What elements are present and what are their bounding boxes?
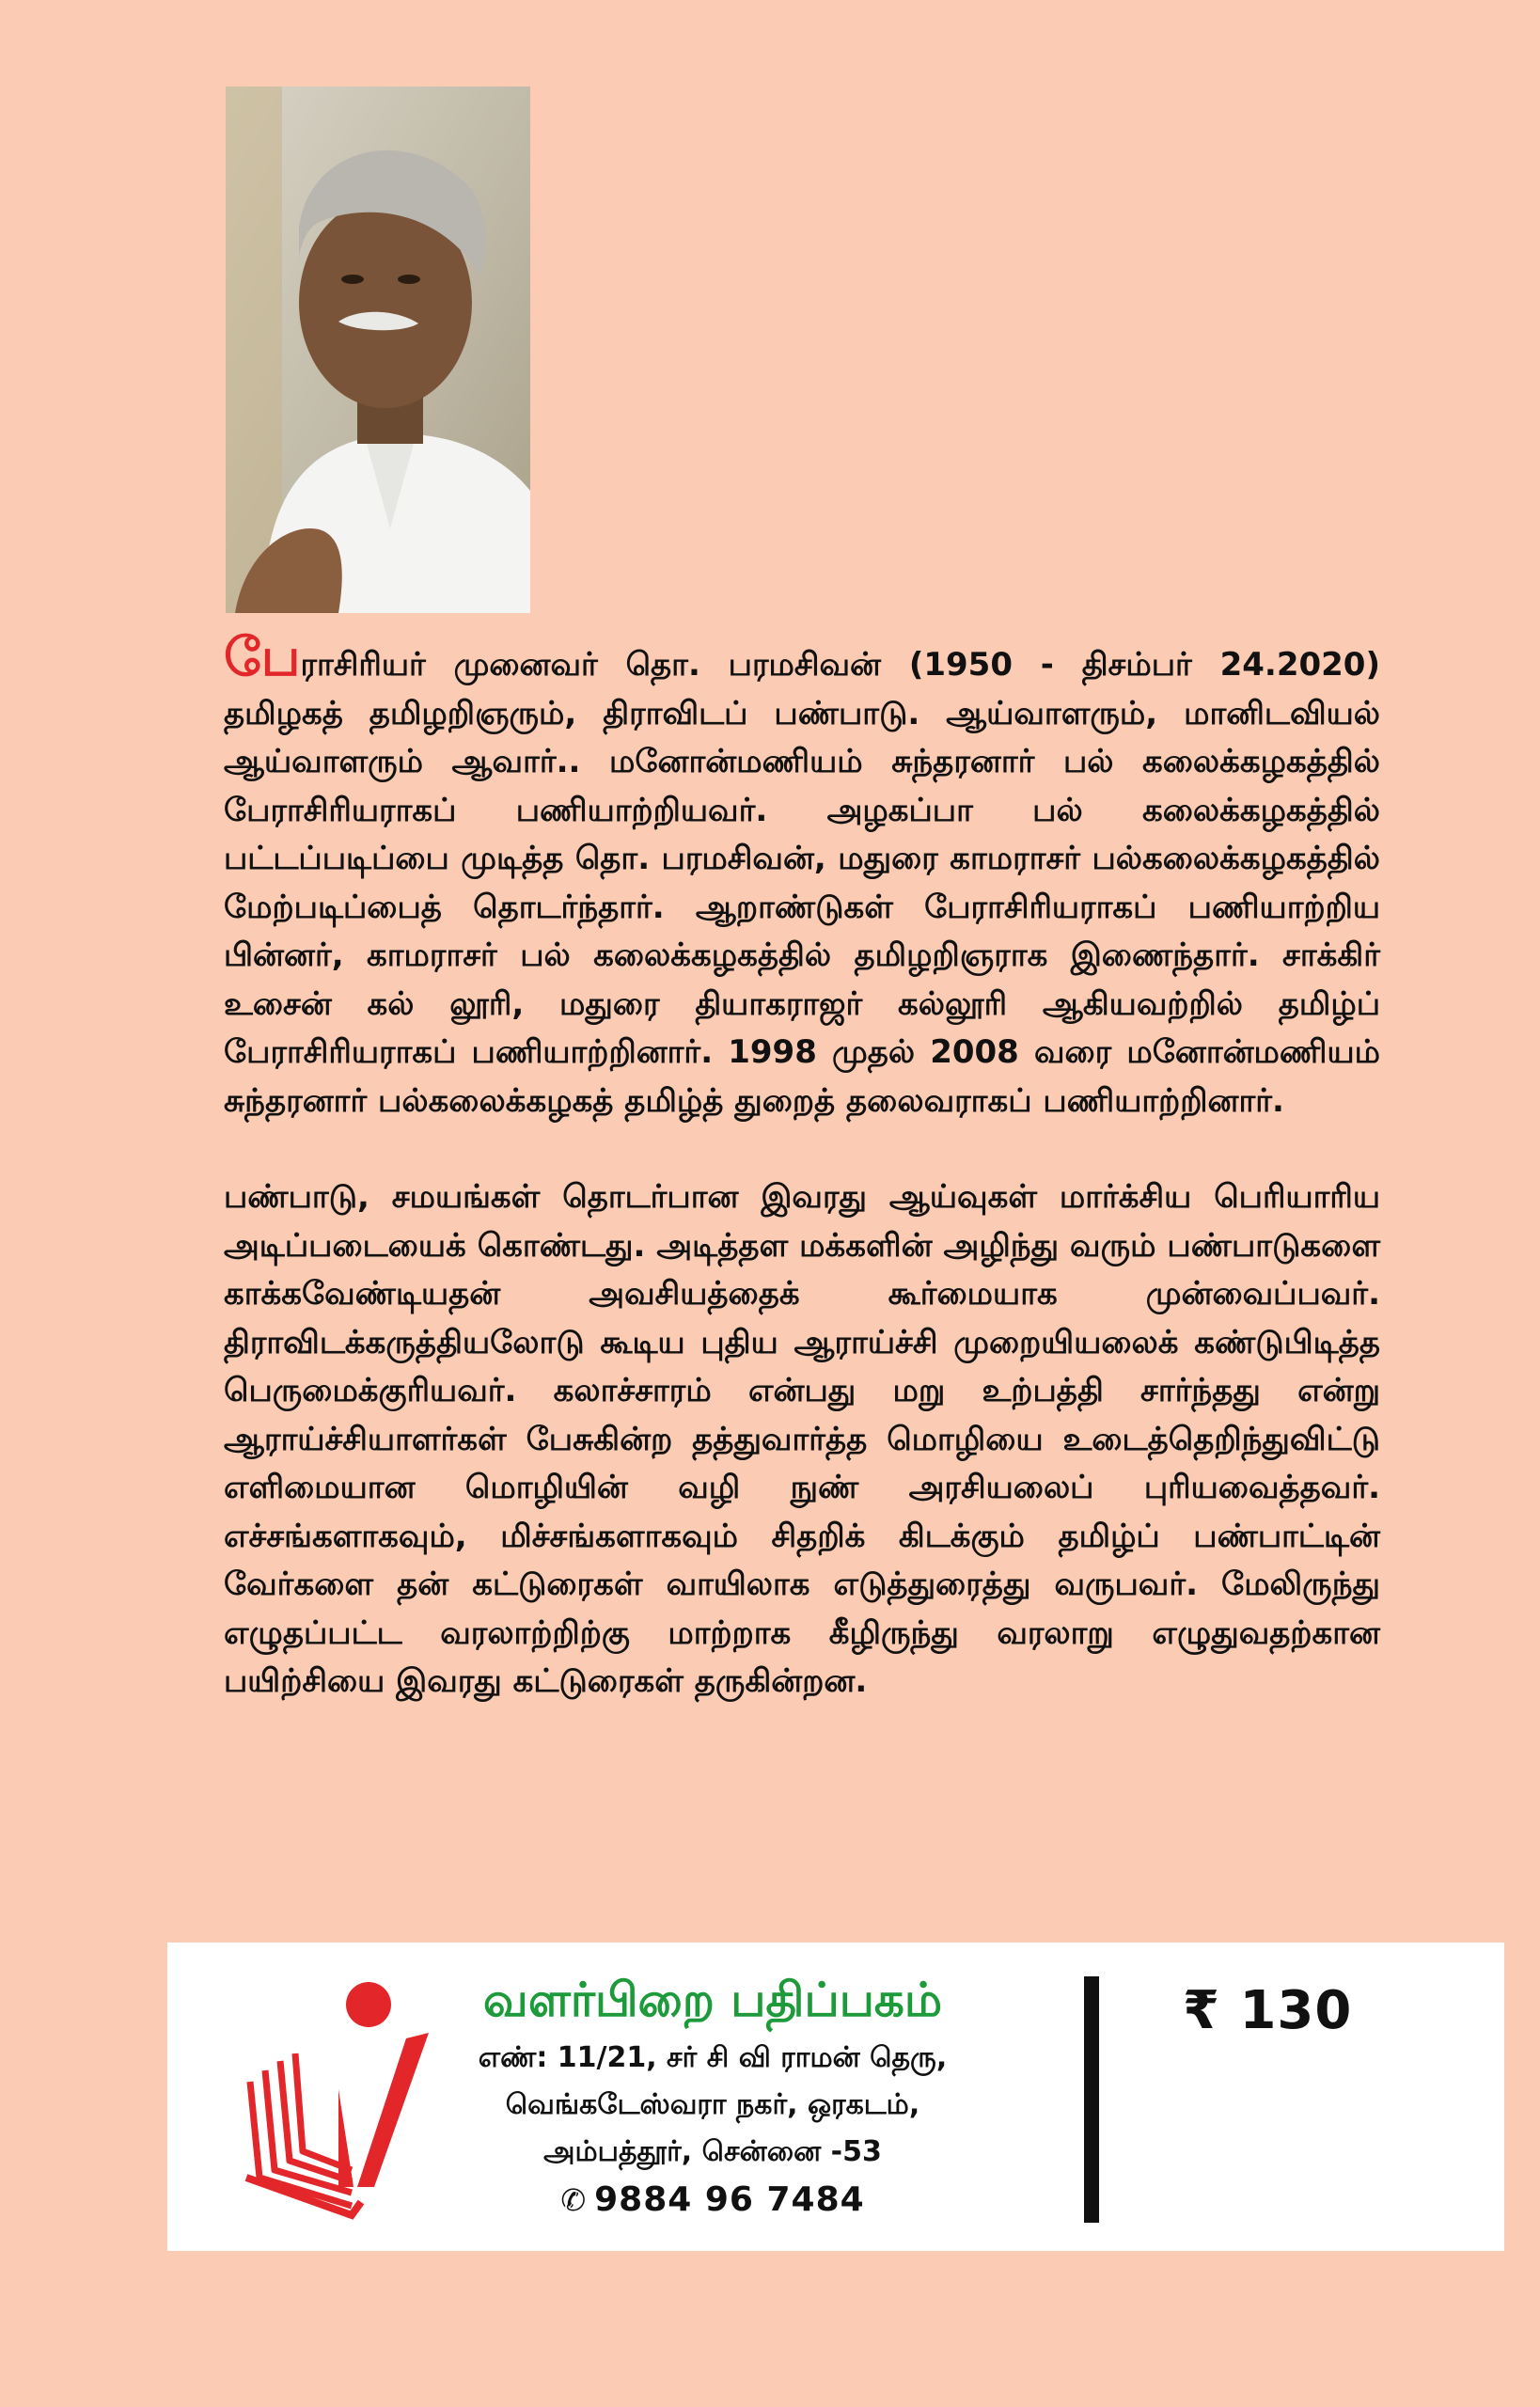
publisher-address-line-1: எண்: 11/21, சர் சி வி ராமன் தெரு,	[478, 2041, 948, 2074]
publisher-phone	[449, 2176, 976, 2225]
author-biography	[224, 627, 1380, 1707]
author-portrait-image	[226, 87, 530, 613]
phone-icon: ✆	[560, 2182, 588, 2218]
publisher-footer	[167, 1943, 1504, 2251]
publisher-address-line-3: அம்பத்தூர், சென்னை -53	[543, 2135, 882, 2168]
publisher-logo-icon	[241, 1976, 429, 2223]
book-price: ₹ 130	[1183, 1980, 1353, 2041]
bio-paragraph-1	[224, 627, 1380, 1125]
bio-paragraph-2: பண்பாடு, சமயங்கள் தொடர்பான இவரது ஆய்வுகள் மார்க்சிய பெரியாரிய அடிப்படையைக் கொண்டது. அடித்தள மக்களின் அழிந்து வரும் பண்பாடுகளை காக்கவேண்டியதன் அவசியத்தைக் கூர்மையாக முன்வைப்பவர். திராவிடக்கருத்தியலோடு கூடிய புதிய ஆராய்ச்சி முறையியலைக் கண்டுபிடித்த பெருமைக்குரியவர். கலாச்சாரம் என்பது மறு உற்பத்தி சார்ந்தது என்று ஆராய்ச்சியாளர்கள் பேசுகின்ற தத்துவார்த்த மொழியை உடைத்தெறிந்துவிட்டு எளிமையான மொழியின் வழி நுண் அரசியலைப் புரியவைத்தவர். எச்சங்களாகவும், மிச்சங்களாகவும் சிதறிக் கிடக்கும் தமிழ்ப் பண்பாட்டின் வேர்களை தன் கட்டுரைகள் வாயிலாக எடுத்துரைத்து வருபவர். மேலிருந்து எழுதப்பட்ட வரலாற்றிற்கு மாற்றாக கீழிருந்து வரலாறு எழுதுவதற்கான பயிற்சியை இவரது கட்டுரைகள் தருகின்றன.	[224, 1178, 1380, 1700]
publisher-info	[449, 1965, 976, 2225]
publisher-address-line-2: வெங்கடேஸ்வரா நகர், ஒரகடம்,	[505, 2088, 920, 2121]
publisher-name: வளர்பிறை பதிப்பகம்	[482, 1973, 943, 2027]
footer-divider	[1084, 1976, 1099, 2223]
publisher-phone-number: 9884 96 7484	[594, 2180, 865, 2219]
bio-dropcap: பே	[224, 627, 301, 688]
author-photo	[226, 87, 530, 613]
bio-paragraph-1-text: ராசிரியர் முனைவர் தொ. பரமசிவன் (1950 - திசம்பர் 24.2020) தமிழகத் தமிழறிஞரும், திராவிடப் பண்பாடு. ஆய்வாளரும், மானிடவியல் ஆய்வாளரும் ஆவார்.. மனோன்மணியம் சுந்தரனார் பல் கலைக்கழகத்தில் பேராசிரியராகப் பணியாற்றியவர். அழகப்பா பல் கலைக்கழகத்தில் பட்டப்படிப்பை முடித்த தொ. பரமசிவன், மதுரை காமராசர் பல்கலைக்கழகத்தில் மேற்படிப்பைத் தொடர்ந்தார். ஆறாண்டுகள் பேராசிரியராகப் பணியாற்றிய பின்னர், காமராசர் பல் கலைக்கழகத்தில் தமிழறிஞராக இணைந்தார். சாக்கிர் உசைன் கல் லூரி, மதுரை தியாகராஜர் கல்லூரி ஆகியவற்றில் தமிழ்ப் பேராசிரியராகப் பணியாற்றினார். 1998 முதல் 2008 வரை மனோன்மணியம் சுந்தரனார் பல்கலைக்கழகத் தமிழ்த் துறைத் தலைவராகப் பணியாற்றினார்.	[224, 646, 1380, 1120]
